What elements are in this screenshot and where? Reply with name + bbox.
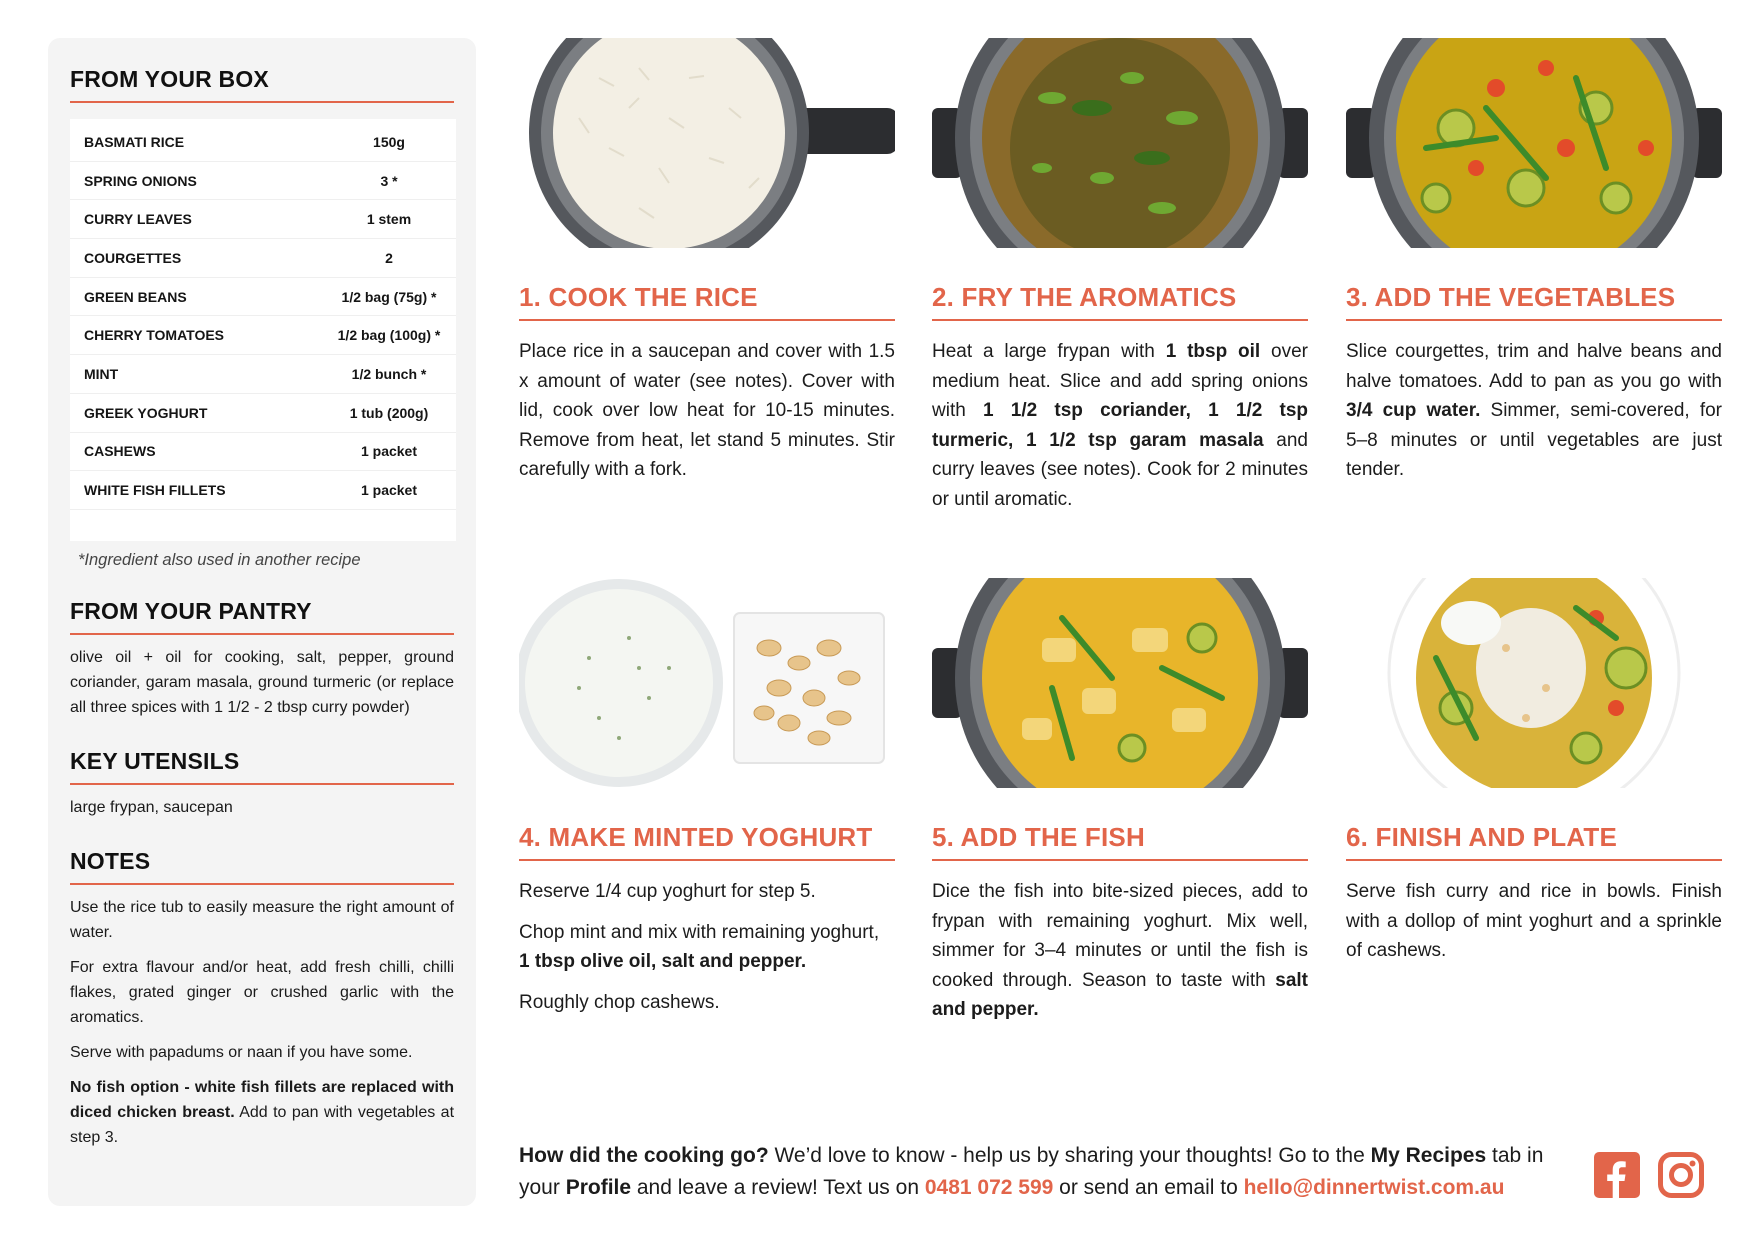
plated-dish-photo [1346, 578, 1722, 788]
step-6 [1346, 578, 1722, 966]
ingredient-name: COURGETTES [84, 249, 182, 266]
table-row [70, 162, 456, 201]
ingredient-qty: 3 * [380, 172, 398, 189]
pantry-text: olive oil + oil for cooking, salt, pepper, ground coriander, garam masala, ground turmeric (or replace all three spices with 1 1/2 - 2 tbsp curry powder) [70, 649, 454, 716]
rice-saucepan-photo [519, 38, 895, 248]
footer-text: or send an email to [1053, 1176, 1244, 1199]
ingredient-name: CURRY LEAVES [84, 211, 192, 228]
ingredient-qty: 1/2 bag (75g) * [341, 288, 437, 305]
ingredient-qty: 1 stem [366, 211, 412, 228]
ingredient-name: MINT [84, 365, 119, 382]
ingredient-qty: 1/2 bag (100g) * [337, 327, 441, 344]
note-text: Serve with papadums or naan if you have some. [70, 1044, 413, 1061]
step-text [1346, 337, 1722, 485]
utensils-section [70, 748, 454, 820]
ingredient-qty: 2 [385, 249, 393, 266]
phone-link[interactable]: 0481 072 599 [924, 1176, 1054, 1199]
step-text-bold: 3/4 cup water. [1346, 400, 1481, 421]
table-row [70, 471, 456, 510]
step-text-part: Chop mint and mix with remaining yoghurt, [519, 921, 880, 943]
step-text-part: Heat a large frypan with [932, 341, 1166, 362]
from-your-box-heading: FROM YOUR BOX [70, 66, 454, 103]
footer-question: How did the cooking go? [519, 1144, 769, 1167]
step-title: 2. FRY THE AROMATICS [932, 282, 1308, 321]
aromatics-frypan-photo [932, 38, 1308, 248]
step-text-part: Simmer, semi-covered, for 5–8 minutes or until vegetables are just tender. [1346, 400, 1722, 480]
footer-text: and leave a review! Text us on [631, 1176, 925, 1199]
ingredient-qty: 1 packet [360, 482, 418, 499]
sidebar-panel [48, 38, 476, 1206]
step-text [932, 337, 1308, 514]
notes-section [70, 848, 454, 1150]
facebook-icon[interactable] [1594, 1152, 1640, 1203]
step-text-part: over medium heat. Slice and add spring onions with [932, 341, 1308, 421]
step-text-bold: 1 tbsp olive oil, salt and pepper. [519, 951, 807, 972]
vegetables-frypan-photo [1346, 38, 1722, 248]
step-text: Place rice in a saucepan and cover with 1.5 x amount of water (see notes). Cover with lid, cook over low heat for 10-15 minutes. Remove from heat, let stand 5 minutes. Stir carefully with a fork. [519, 341, 895, 480]
ingredient-name: GREEK YOGHURT [84, 404, 208, 421]
utensils-text: large frypan, saucepan [70, 799, 233, 816]
ingredient-qty: 1 tub (200g) [349, 404, 429, 421]
step-3 [1346, 38, 1722, 485]
step-title: 1. COOK THE RICE [519, 282, 895, 321]
yoghurt-cashews-photo [519, 578, 895, 788]
table-row [70, 123, 456, 162]
step-title: 4. MAKE MINTED YOGHURT [519, 822, 895, 861]
step-title: 6. FINISH AND PLATE [1346, 822, 1722, 861]
step-text: Serve fish curry and rice in bowls. Finish with a dollop of mint yoghurt and a sprinkle of cashews. [1346, 881, 1722, 961]
step-2 [932, 38, 1308, 514]
step-paragraph: Reserve 1/4 cup yoghurt for step 5. [519, 881, 816, 902]
step-title: 5. ADD THE FISH [932, 822, 1308, 861]
step-text-part: and curry leaves (see notes). Cook for 2 minutes or until aromatic. [932, 429, 1308, 510]
step-title: 3. ADD THE VEGETABLES [1346, 282, 1722, 321]
step-text-bold: salt and pepper. [932, 969, 1308, 1020]
note-rest: Add to pan with vegetables at step 3. [70, 1104, 455, 1146]
table-row [70, 200, 456, 239]
instagram-icon[interactable] [1658, 1152, 1704, 1203]
footer-bold: Profile [565, 1176, 632, 1199]
utensils-heading: KEY UTENSILS [70, 748, 454, 785]
footer-text: tab in your [519, 1144, 1544, 1199]
email-link[interactable]: hello@dinnertwist.com.au [1243, 1176, 1505, 1199]
step-text-bold: 1 tbsp oil [1165, 341, 1261, 362]
ingredient-name: CASHEWS [84, 443, 156, 460]
fish-curry-frypan-photo [932, 578, 1308, 788]
pantry-heading: FROM YOUR PANTRY [70, 598, 454, 635]
notes-heading: NOTES [70, 848, 454, 885]
table-row [70, 355, 456, 394]
step-paragraph: Roughly chop cashews. [519, 991, 720, 1013]
table-row [70, 394, 456, 433]
footer-bold: My Recipes [1370, 1144, 1487, 1167]
note-text [70, 1075, 454, 1150]
step-4 [519, 578, 895, 1017]
ingredient-name: GREEN BEANS [84, 288, 187, 305]
step-text [519, 877, 895, 1017]
step-5 [932, 578, 1308, 1025]
review-footer [519, 1140, 1569, 1204]
table-row [70, 433, 456, 472]
ingredient-qty: 1 packet [360, 443, 418, 460]
table-row [70, 278, 456, 317]
step-text [932, 877, 1308, 1025]
note-bold: No fish option - white fish fillets are replaced with diced chicken breast. [70, 1079, 454, 1121]
ingredient-qty: 150g [373, 133, 405, 150]
step-text-part: Dice the fish into bite-sized pieces, add to frypan with remaining yoghurt. Mix well, simmer for 3–4 minutes or until the fish is cooked through. Season to taste with [932, 881, 1308, 991]
ingredient-name: CHERRY TOMATOES [84, 327, 225, 344]
ingredient-name: BASMATI RICE [84, 133, 185, 150]
footer-text: We’d love to know - help us by sharing your thoughts! Go to the [768, 1144, 1371, 1167]
ingredient-name: WHITE FISH FILLETS [84, 482, 226, 499]
table-row [70, 239, 456, 278]
step-text-bold: 1 1/2 tsp coriander, 1 1/2 tsp turmeric, 1 1/2 tsp garam masala [932, 400, 1308, 451]
ingredient-qty: 1/2 bunch * [351, 365, 427, 382]
step-paragraph [519, 918, 895, 977]
pantry-section [70, 598, 454, 720]
ingredients-table [70, 119, 456, 541]
ingredient-footnote: *Ingredient also used in another recipe [78, 551, 361, 569]
ingredient-name: SPRING ONIONS [84, 172, 197, 189]
step-text-part: Slice courgettes, trim and halve beans and halve tomatoes. Add to pan as you go with [1346, 341, 1722, 392]
step-1 [519, 38, 895, 485]
note-text: Use the rice tub to easily measure the right amount of water. [70, 899, 454, 941]
table-row [70, 316, 456, 355]
note-text: For extra flavour and/or heat, add fresh chilli, chilli flakes, grated ginger or crushed garlic with the aromatics. [70, 959, 454, 1026]
